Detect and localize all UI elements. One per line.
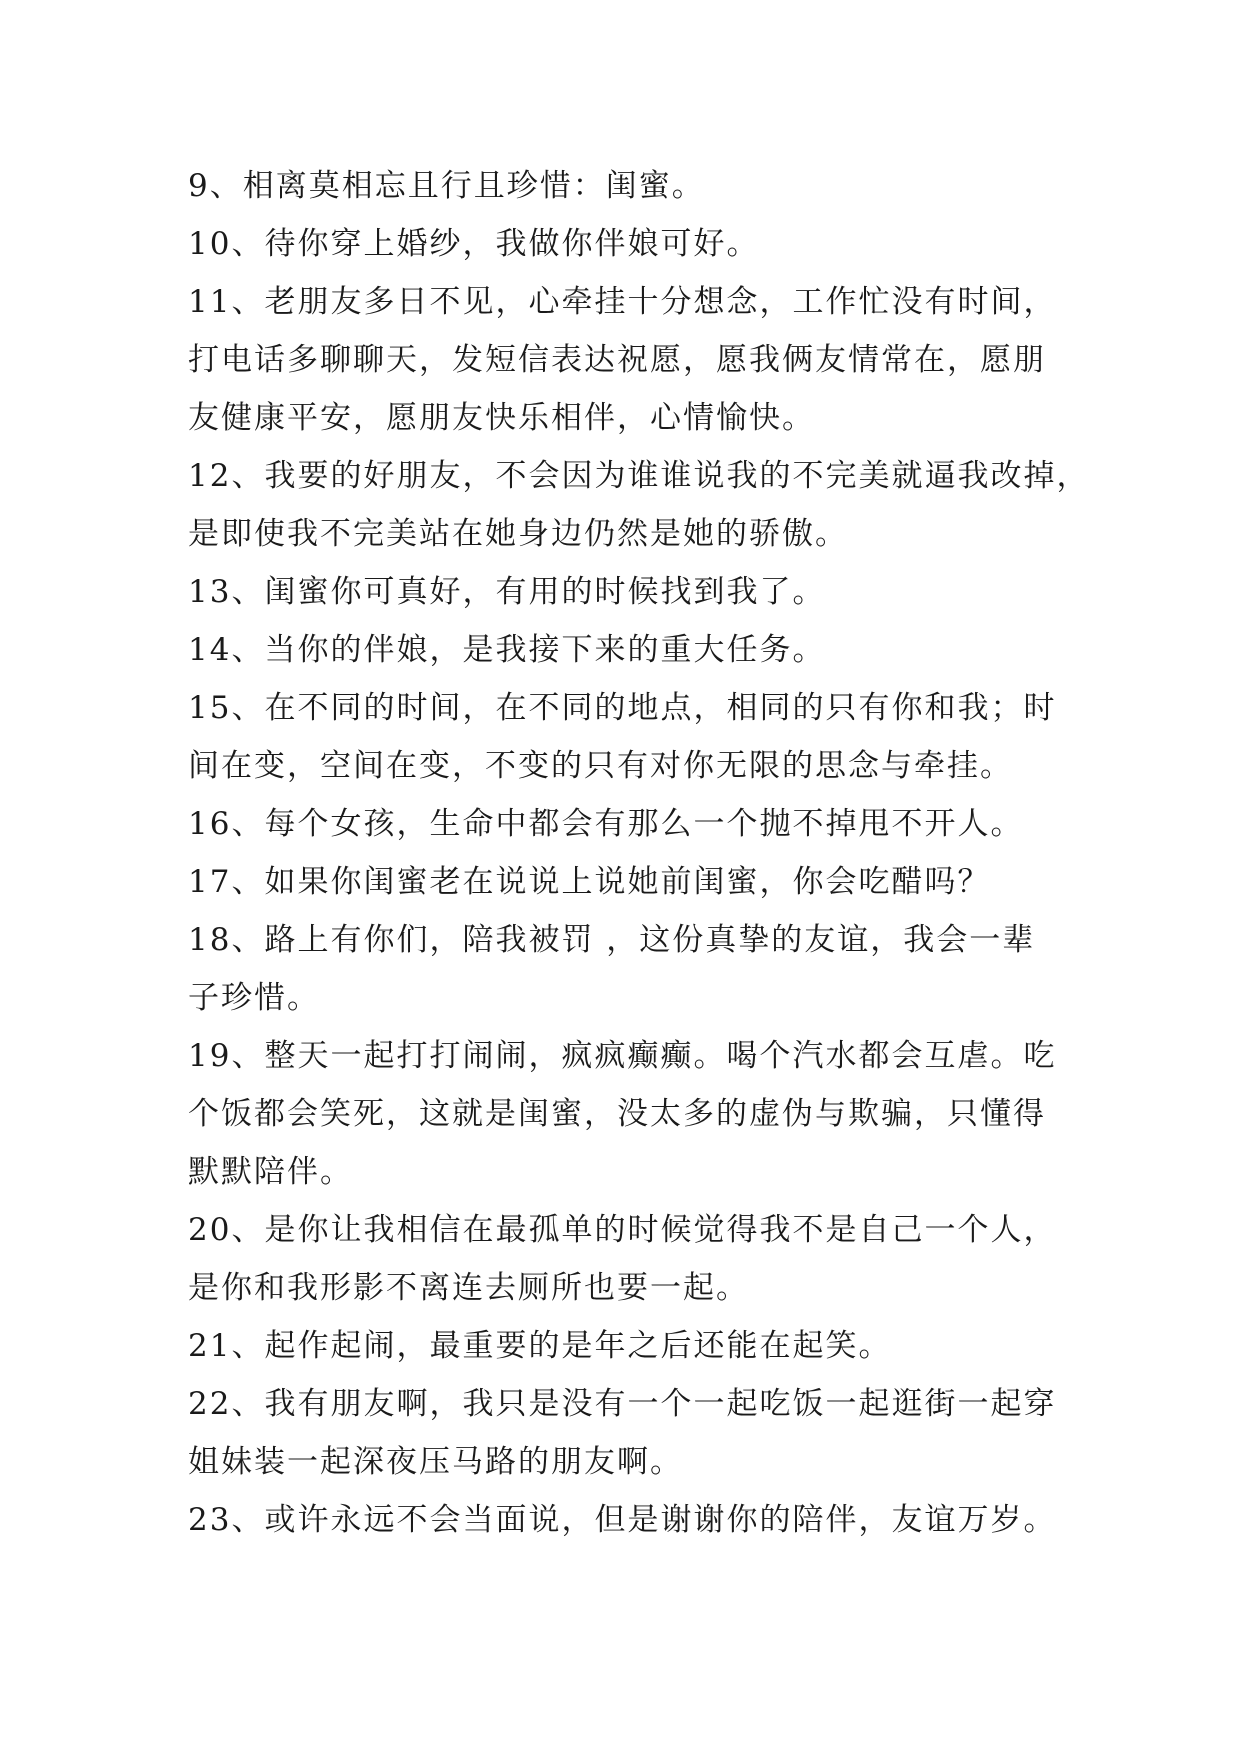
text-line: 是你和我形影不离连去厕所也要一起。 [188,1270,749,1306]
text-line: 12、我要的好朋友，不会因为谁谁说我的不完美就逼我改掉， [188,458,1090,494]
text-line: 17、如果你闺蜜老在说说上说她前闺蜜，你会吃醋吗？ [188,864,991,900]
text-line: 个饭都会笑死，这就是闺蜜，没太多的虚伪与欺骗，只懂得 [188,1096,1046,1132]
text-line: 14、当你的伴娘，是我接下来的重大任务。 [188,632,826,668]
text-line: 21、起作起闹，最重要的是年之后还能在起笑。 [188,1328,892,1364]
text-line: 友健康平安，愿朋友快乐相伴，心情愉快。 [188,400,815,436]
text-line: 10、待你穿上婚纱，我做你伴娘可好。 [188,226,760,262]
text-line: 13、闺蜜你可真好，有用的时候找到我了。 [188,574,826,610]
text-line: 15、在不同的时间，在不同的地点，相同的只有你和我；时 [188,690,1057,726]
text-line: 打电话多聊聊天，发短信表达祝愿，愿我俩友情常在，愿朋 [188,342,1046,378]
text-line: 默默陪伴。 [188,1154,353,1190]
text-line: 子珍惜。 [188,980,320,1016]
text-line: 16、每个女孩，生命中都会有那么一个抛不掉甩不开人。 [188,806,1024,842]
text-line: 23、或许永远不会当面说，但是谢谢你的陪伴，友谊万岁。 [188,1502,1057,1538]
text-line: 9、相离莫相忘且行且珍惜：闺蜜。 [188,168,705,204]
text-line: 是即使我不完美站在她身边仍然是她的骄傲。 [188,516,848,552]
text-line: 间在变，空间在变，不变的只有对你无限的思念与牵挂。 [188,748,1013,784]
text-line: 姐妹装一起深夜压马路的朋友啊。 [188,1444,683,1480]
text-line: 22、我有朋友啊，我只是没有一个一起吃饭一起逛街一起穿 [188,1386,1057,1422]
text-line: 18、路上有你们，陪我被罚 ，这份真挚的友谊，我会一辈 [188,922,1036,958]
text-line: 11、老朋友多日不见，心牵挂十分想念，工作忙没有时间， [188,284,1057,320]
text-line: 20、是你让我相信在最孤单的时候觉得我不是自己一个人， [188,1212,1057,1248]
document-body [188,157,1088,1549]
text-line: 19、整天一起打打闹闹，疯疯癫癫。喝个汽水都会互虐。吃 [188,1038,1057,1074]
